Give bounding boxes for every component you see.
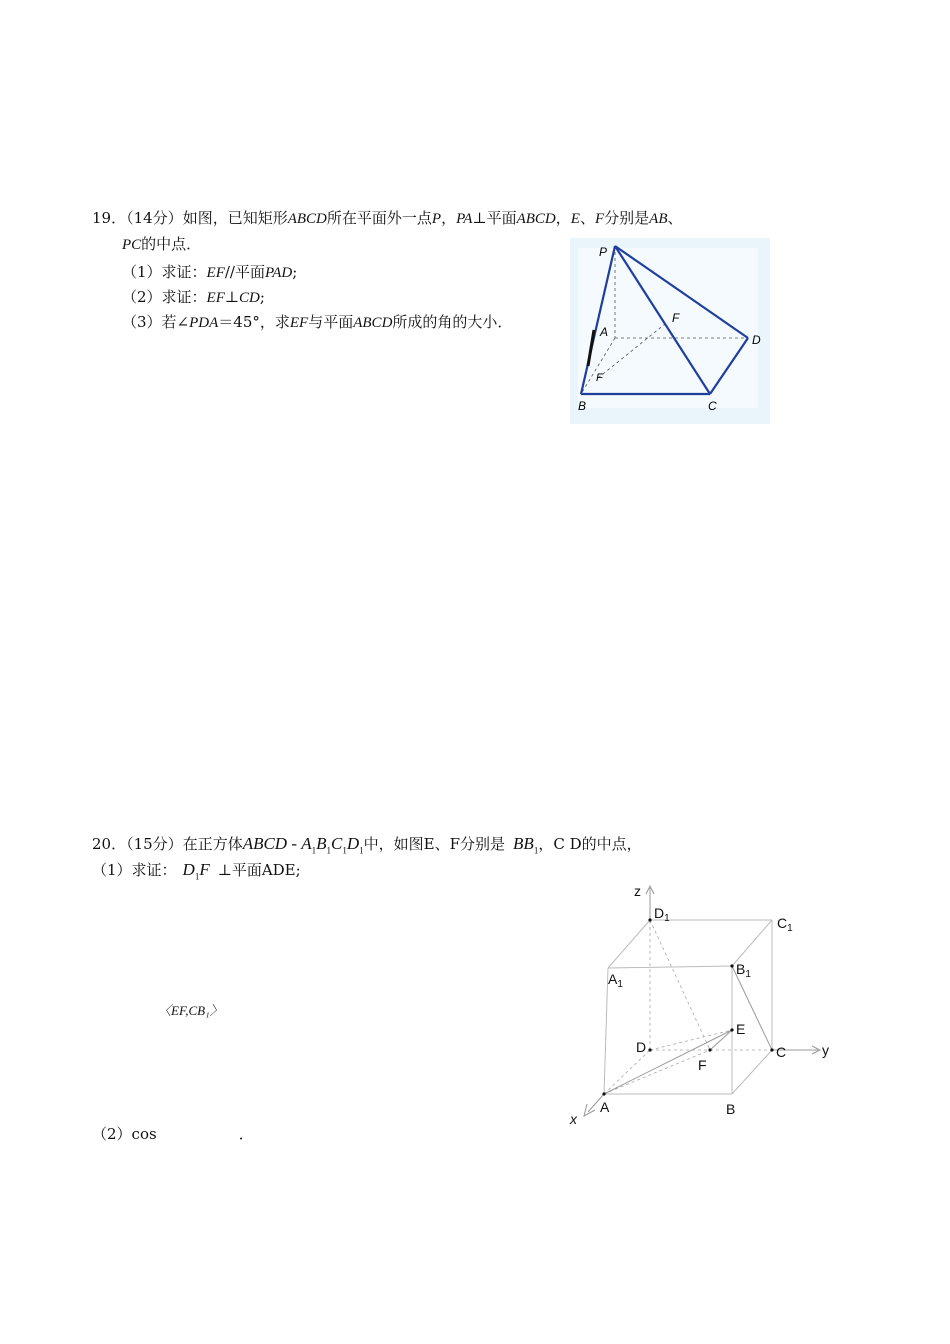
label-y: y xyxy=(822,1042,829,1058)
edge-ad xyxy=(604,1050,650,1094)
q19-part-3 xyxy=(122,312,512,333)
q20-a1: A xyxy=(301,834,312,853)
q20-angle-expression: 〈EF,CB₁〉 xyxy=(158,1003,223,1018)
edge-bc xyxy=(732,1050,772,1094)
q19-p1-ef: EF xyxy=(206,265,225,281)
q20-intro-a: 在正方体 xyxy=(182,835,243,853)
q20-p1-f: F xyxy=(199,860,210,879)
q20-sub: 1 xyxy=(533,845,539,856)
q19-abcd-2: ABCD xyxy=(516,211,556,227)
q19-p1-label: （1）求证： xyxy=(122,263,207,281)
q19-comma-2: ， xyxy=(555,209,571,227)
point-b1 xyxy=(730,964,733,967)
point-e xyxy=(730,1028,733,1031)
q20-sub: 1 xyxy=(359,845,364,856)
label-f: F xyxy=(698,1057,707,1073)
q19-ab: AB xyxy=(649,211,668,227)
label-d1: $D_1$ xyxy=(654,905,670,924)
q19-p3-ef: EF xyxy=(289,315,309,331)
q19-p2-end: ; xyxy=(259,288,265,306)
edge-af xyxy=(604,1050,710,1094)
point-d1 xyxy=(648,918,651,921)
label-a: A xyxy=(600,325,609,339)
q19-midpoint: 的中点． xyxy=(141,235,202,253)
q19-e: E xyxy=(570,211,580,227)
q20-sub: 1 xyxy=(342,845,347,856)
q20-cube-name xyxy=(242,834,364,856)
label-b: B xyxy=(578,399,587,413)
label-d: D xyxy=(636,1039,647,1055)
label-d: D xyxy=(752,333,761,347)
label-a1: $A_1$ xyxy=(608,971,623,990)
q19-pc: PC xyxy=(122,237,142,253)
point-d xyxy=(648,1048,651,1051)
q20-p1-d: D xyxy=(182,860,195,879)
label-e: E xyxy=(736,1021,746,1037)
q20-d1f xyxy=(182,860,210,882)
q20-d1: D xyxy=(346,834,360,853)
q19-p2-label: （2）求证： xyxy=(122,288,207,306)
q19-pa: PA xyxy=(456,211,473,227)
q19-p1-pad: PAD xyxy=(264,265,293,281)
label-a: A xyxy=(600,1099,610,1115)
label-p: P xyxy=(599,245,608,259)
q19-line-2 xyxy=(122,234,201,255)
q20-number: 20． xyxy=(92,835,127,853)
q19-intro-b: 所在平面外一点 xyxy=(326,209,432,227)
label-b1: $B_1$ xyxy=(736,961,751,980)
q20-sub: 1 xyxy=(311,845,317,856)
q20-p2-end: ． xyxy=(238,1125,254,1143)
edge-ae xyxy=(604,1030,732,1094)
q20-p1-rest: ⊥平面ADE; xyxy=(217,861,301,879)
q19-intro-a: 如图，已知矩形 xyxy=(182,209,288,227)
edge-b1c xyxy=(732,966,772,1050)
q20-b1: B xyxy=(316,834,327,853)
q19-p3-abcd: ABCD xyxy=(353,315,393,331)
q20-score: （15分） xyxy=(126,835,183,853)
q19-number: 19． xyxy=(92,209,127,227)
q20-comma: ， xyxy=(538,835,554,853)
label-z: z xyxy=(634,883,641,899)
label-e: F xyxy=(596,372,603,384)
q20-intro-c: C D的中点， xyxy=(553,835,642,853)
q19-p3-rest: 与平面 xyxy=(308,313,354,331)
q19-dun: 、 xyxy=(579,209,595,227)
q19-p2-ef: EF xyxy=(206,290,225,306)
q19-score: （14分） xyxy=(126,209,183,227)
q20-bb: BB xyxy=(513,834,534,853)
label-c: C xyxy=(776,1044,787,1060)
q20-bb1 xyxy=(513,834,539,856)
q19-dun-2: 、 xyxy=(667,209,683,227)
q19-p2-cd: CD xyxy=(238,290,260,306)
q19-p1-end: ; xyxy=(292,263,298,281)
q19-p3-pda: PDA xyxy=(189,315,219,331)
edge-de xyxy=(650,1030,732,1050)
q20-sub: 1 xyxy=(194,871,200,882)
q20-part-1 xyxy=(92,860,301,886)
q20-cube-figure xyxy=(560,882,840,1132)
q19-p1-rest: //平面 xyxy=(224,263,265,281)
q19-p3-angle: ＝45°，求 xyxy=(218,313,290,331)
q20-part-2 xyxy=(92,1124,254,1144)
q19-p3-end: 所成的角的大小． xyxy=(392,313,513,331)
label-c: C xyxy=(708,399,717,413)
edge-b1c1 xyxy=(732,920,772,966)
q19-perp-plane: ⊥平面 xyxy=(472,209,517,227)
q19-line-1 xyxy=(92,208,683,229)
q19-p3-label: （3）若∠ xyxy=(122,313,190,331)
label-f-mid: F xyxy=(672,311,680,325)
q19-part-1 xyxy=(122,262,297,283)
label-b: B xyxy=(726,1101,736,1117)
q20-dash: - xyxy=(287,834,302,853)
q20-intro-b: 中，如图E、F分别是 xyxy=(363,835,506,853)
q19-pyramid-figure xyxy=(570,238,770,424)
q20-c1: C xyxy=(331,834,343,853)
q20-sub: 1 xyxy=(326,845,332,856)
point-f xyxy=(708,1048,711,1051)
q19-p: P xyxy=(431,211,442,227)
point-c xyxy=(770,1048,773,1051)
q19-comma: ， xyxy=(441,209,457,227)
q19-p2-perp: ⊥ xyxy=(224,288,239,306)
edge-a1b1 xyxy=(608,966,732,968)
q20-p2-label: （2）cos xyxy=(92,1125,157,1143)
q19-part-2 xyxy=(122,287,265,308)
label-c1: $C_1$ xyxy=(777,915,793,934)
q20-p1-label: （1）求证： xyxy=(92,861,177,879)
q19-abcd: ABCD xyxy=(287,211,327,227)
label-x: x xyxy=(570,1111,577,1127)
q19-fenbie: 分别是 xyxy=(604,209,650,227)
edge-d1f xyxy=(650,920,710,1050)
q19-f: F xyxy=(594,211,605,227)
point-a xyxy=(602,1092,605,1095)
q20-abcd: ABCD xyxy=(242,834,288,853)
edge-a1d1 xyxy=(608,920,650,968)
q20-line-1 xyxy=(92,834,642,860)
